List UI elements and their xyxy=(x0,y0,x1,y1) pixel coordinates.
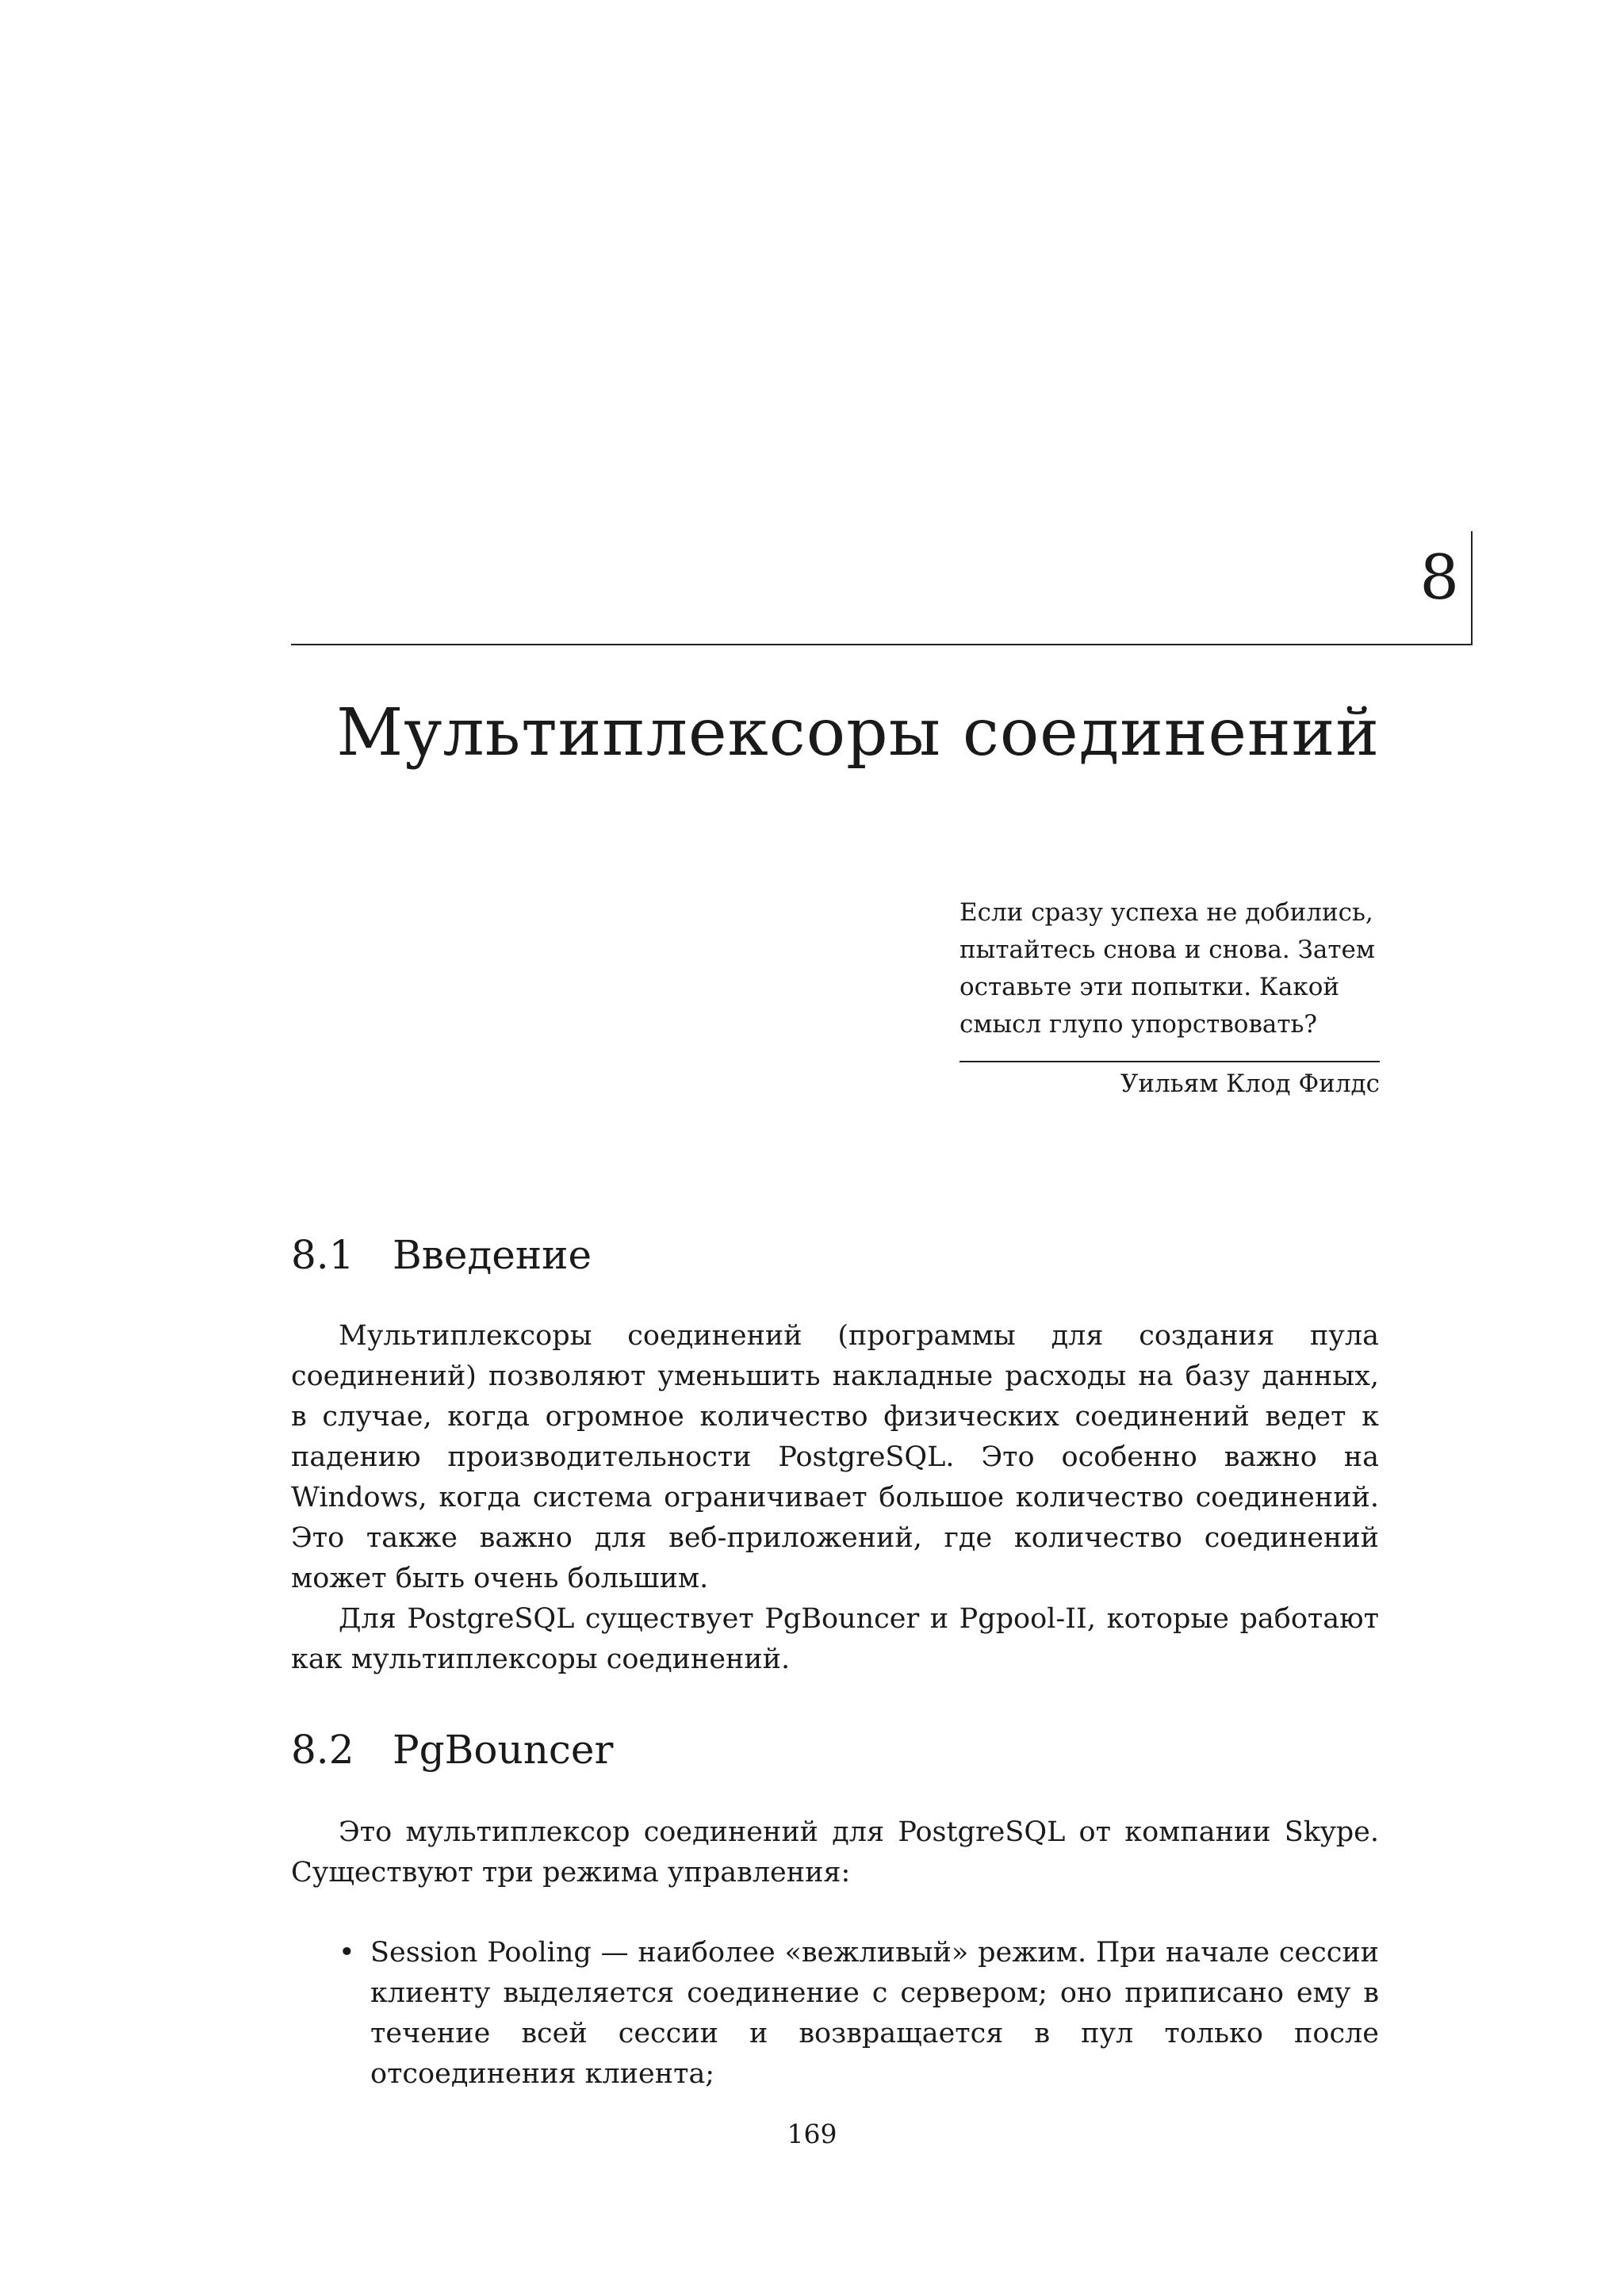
section-heading-pgbouncer xyxy=(291,1728,613,1772)
chapter-title: Мультиплексоры соединений xyxy=(336,695,1380,771)
page-number: 169 xyxy=(787,2118,837,2149)
epigraph xyxy=(959,894,1380,1103)
section-heading-introduction xyxy=(291,1234,592,1277)
list-item xyxy=(291,1933,1379,2095)
paragraph: Это мультиплексор соединений для PostgreSQL от компании Skype. Существуют три режима управления: xyxy=(291,1816,1379,1888)
paragraph: Мультиплексоры соединений (программы для создания пула соединений) позволяют уменьшить накладные расходы на базу данных, в случае, когда огромное количество физических соединений ведет к падению производительности PostgreSQL. Это особенно важно на Windows, когда система ограничивает большое количество соединений. Это также важно для веб-приложений, где количество соединений может быть очень большим. xyxy=(291,1320,1379,1594)
pooling-modes-list xyxy=(291,1933,1379,2095)
section-body-introduction xyxy=(291,1316,1379,1680)
section-title: PgBouncer xyxy=(393,1727,614,1773)
chapter-horizontal-rule xyxy=(291,644,1473,645)
list-item-text: Session Pooling — наиболее «вежливый» режим. При начале сессии клиенту выделяется соединение с сервером; оно приписано ему в течение всей сессии и возвращается в пул только после отсоединения клиента; xyxy=(370,1937,1379,2090)
epigraph-author: Уильям Клод Филдс xyxy=(1120,1070,1380,1098)
epigraph-text: Если сразу успеха не добились, пытайтесь снова и снова. Затем оставьте эти попытки. Какой смысл глупо упорствовать? xyxy=(959,898,1375,1039)
section-title: Введение xyxy=(393,1232,592,1278)
epigraph-divider xyxy=(959,1061,1380,1062)
section-number: 8.1 xyxy=(291,1232,354,1278)
bullet-icon: • xyxy=(339,1937,355,1969)
chapter-vertical-rule xyxy=(1471,531,1473,645)
section-number: 8.2 xyxy=(291,1727,354,1773)
section-body-pgbouncer xyxy=(291,1812,1379,1893)
chapter-number: 8 xyxy=(1419,542,1459,614)
paragraph: Для PostgreSQL существует PgBouncer и Pgpool-II, которые работают как мультиплексоры соединений. xyxy=(291,1603,1379,1675)
